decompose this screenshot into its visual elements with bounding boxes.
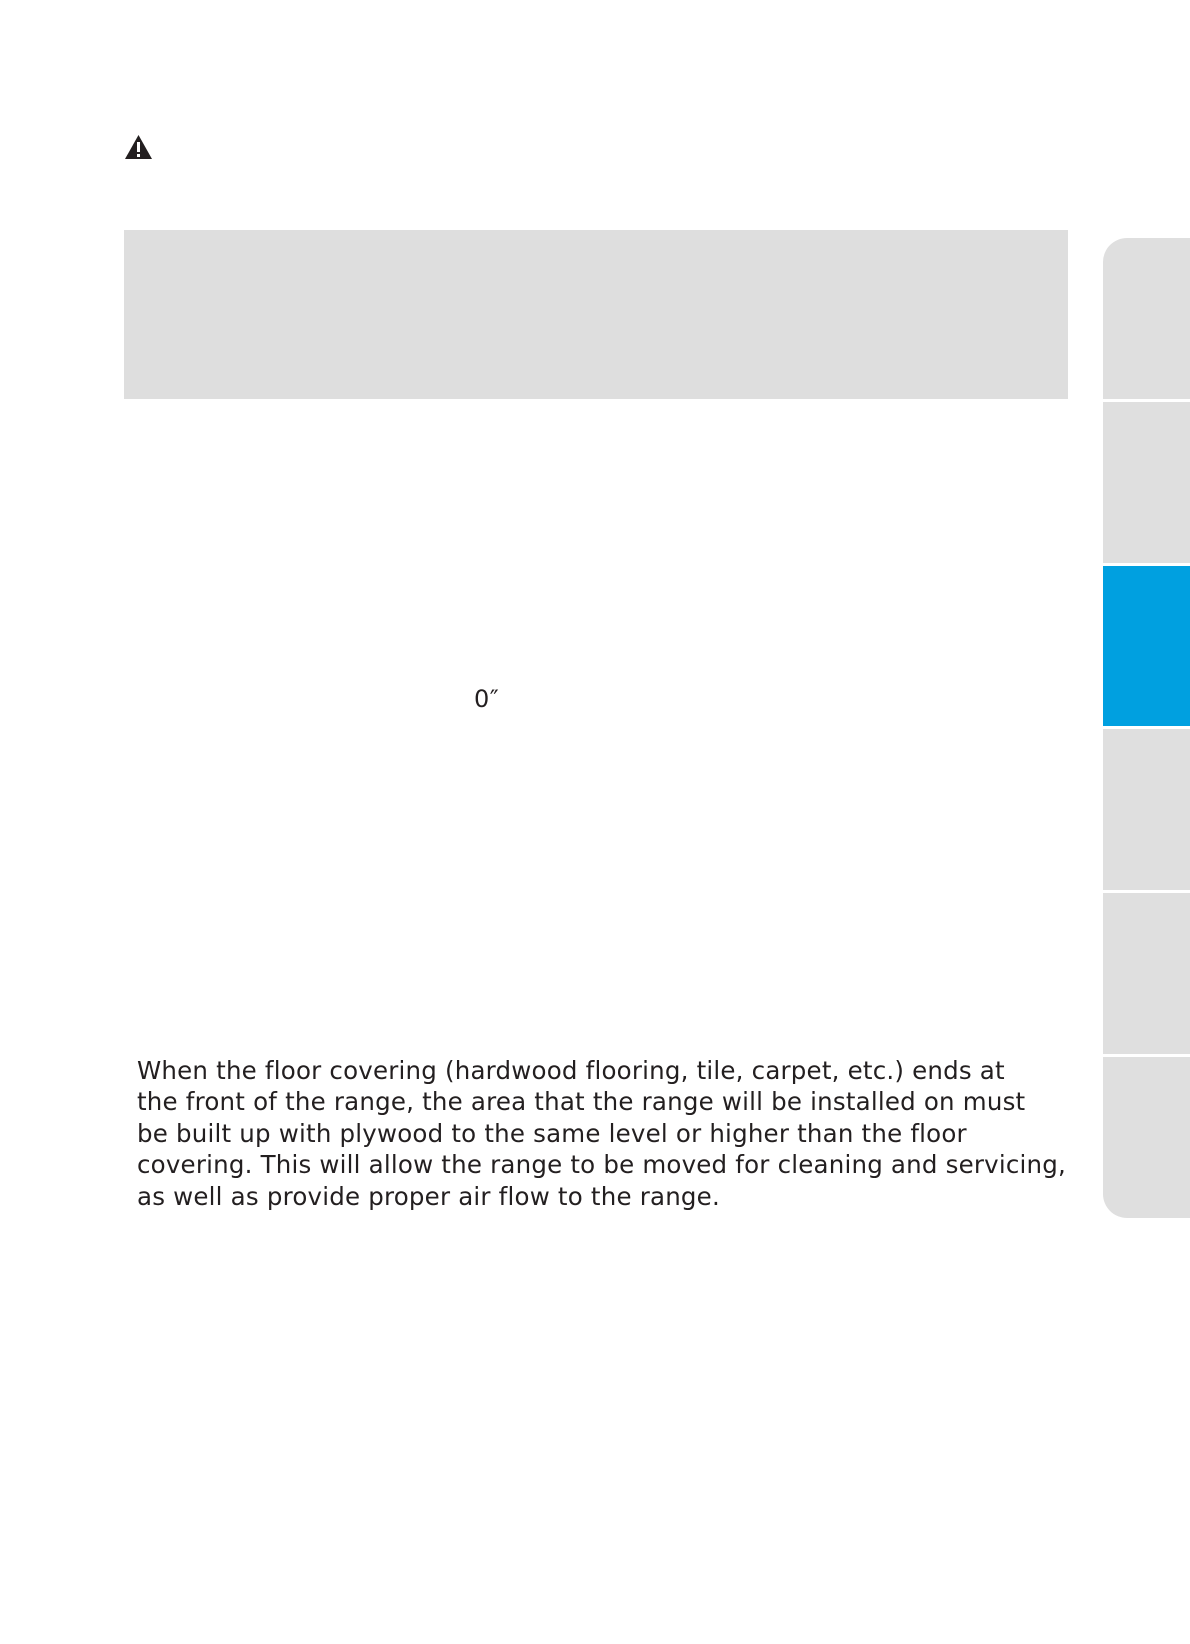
section-tab-3-active[interactable] — [1103, 566, 1190, 727]
section-tab-4[interactable] — [1103, 729, 1190, 890]
section-tabs — [1103, 238, 1190, 1218]
section-tab-1[interactable] — [1103, 238, 1190, 399]
paragraph-line: When the floor covering (hardwood flooring, tile, carpet, etc.) ends at — [137, 1056, 1005, 1085]
section-tab-2[interactable] — [1103, 402, 1190, 563]
section-tab-5[interactable] — [1103, 893, 1190, 1054]
clearance-label: 0″ — [474, 685, 500, 713]
paragraph-line: as well as provide proper air flow to the range. — [137, 1181, 720, 1211]
paragraph-line: covering. This will allow the range to be moved for cleaning and servicing, — [137, 1150, 1066, 1180]
warning-box — [124, 230, 1068, 399]
warning-triangle-icon — [124, 134, 153, 160]
section-tab-6[interactable] — [1103, 1057, 1190, 1218]
paragraph-line: the front of the range, the area that the range will be installed on must — [137, 1087, 1026, 1117]
paragraph-line: be built up with plywood to the same level or higher than the floor — [137, 1118, 967, 1148]
floor-covering-paragraph — [137, 1055, 1087, 1212]
